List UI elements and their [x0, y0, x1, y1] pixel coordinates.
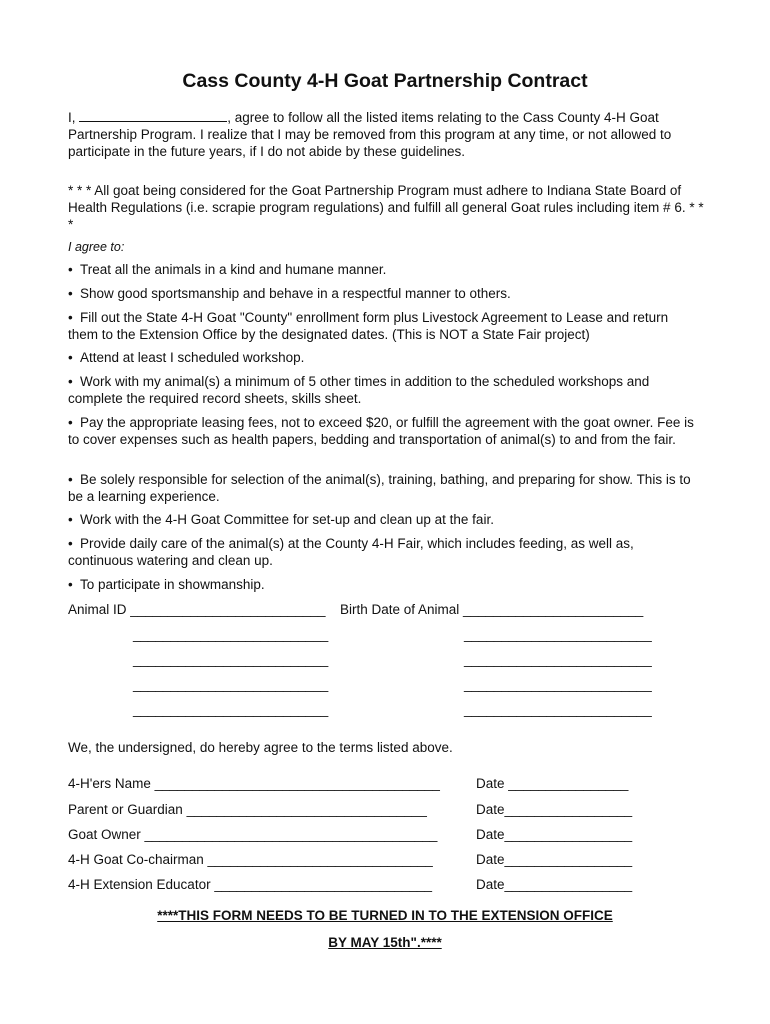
signature-line-educator[interactable]: 4-H Extension Educator _____________________________: [68, 877, 433, 892]
page-title: Cass County 4-H Goat Partnership Contract: [182, 70, 588, 92]
date-field[interactable]: Date_________________: [476, 802, 633, 817]
list-item: • Provide daily care of the animal(s) at the County 4-H Fair, which includes feeding, as well as, continuous watering and clean up.: [68, 536, 634, 568]
bullet-icon: •: [68, 577, 73, 592]
notice-paragraph: * * * All goat being considered for the Goat Partnership Program must adhere to Indiana State Board of Health Regulations (i.e. scrapie program regulations) and fulfill all general Goat rules including item # 6. * * *: [68, 183, 704, 232]
intro-paragraph: [68, 109, 708, 160]
bullet-icon: •: [68, 472, 73, 487]
birth-date-blank[interactable]: _________________________: [464, 677, 652, 692]
signature-line-4h-name[interactable]: 4-H'ers Name ______________________________________: [68, 776, 440, 791]
animal-id-blank[interactable]: __________________________: [133, 677, 329, 692]
bullet-icon: •: [68, 536, 73, 551]
footer-notice-line1: ****THIS FORM NEEDS TO BE TURNED IN TO THE EXTENSION OFFICE: [157, 908, 613, 923]
bullet-icon: •: [68, 286, 73, 301]
date-field[interactable]: Date_________________: [476, 877, 633, 892]
signature-line-parent[interactable]: Parent or Guardian ________________________________: [68, 802, 427, 817]
intro-prefix: I,: [68, 110, 76, 125]
list-item: • Treat all the animals in a kind and humane manner.: [68, 262, 387, 277]
birth-date-blank[interactable]: _________________________: [464, 652, 652, 667]
animal-id-field[interactable]: Animal ID __________________________: [68, 602, 326, 617]
list-item: • Work with my animal(s) a minimum of 5 other times in addition to the scheduled workshops and complete the required record sheets, skills sheet.: [68, 374, 650, 406]
date-field[interactable]: Date_________________: [476, 827, 633, 842]
bullet-icon: •: [68, 512, 73, 527]
list-item: • Show good sportsmanship and behave in a respectful manner to others.: [68, 286, 511, 301]
animal-id-blank[interactable]: __________________________: [133, 627, 329, 642]
list-item: • Pay the appropriate leasing fees, not to exceed $20, or fulfill the agreement with the goat owner. Fee is to cover expenses such as health papers, bedding and transportation of animal(s) to and from the fair.: [68, 415, 694, 447]
footer-notice-line2: BY MAY 15th".****: [328, 935, 442, 950]
list-item: • To participate in showmanship.: [68, 577, 265, 592]
date-field[interactable]: Date_________________: [476, 852, 633, 867]
date-field[interactable]: Date ________________: [476, 776, 629, 791]
list-item: • Work with the 4-H Goat Committee for set-up and clean up at the fair.: [68, 512, 494, 527]
agree-heading: I agree to:: [68, 240, 125, 254]
list-item: • Fill out the State 4-H Goat "County" enrollment form plus Livestock Agreement to Lease and return them to the Extension Office by the designated dates. (This is NOT a State Fair project): [68, 310, 669, 342]
bullet-icon: •: [68, 350, 73, 365]
animal-id-blank[interactable]: __________________________: [133, 652, 329, 667]
animal-id-blank[interactable]: __________________________: [133, 702, 329, 717]
signature-line-goat-owner[interactable]: Goat Owner _______________________________________: [68, 827, 438, 842]
bullet-icon: •: [68, 310, 73, 325]
bullet-icon: •: [68, 374, 73, 389]
signature-line-co-chairman[interactable]: 4-H Goat Co-chairman ______________________________: [68, 852, 433, 867]
agreement-text: We, the undersigned, do hereby agree to the terms listed above.: [68, 740, 453, 755]
name-blank[interactable]: [79, 109, 227, 122]
bullet-icon: •: [68, 262, 73, 277]
list-item: • Attend at least I scheduled workshop.: [68, 350, 305, 365]
intro-text: , agree to follow all the listed items relating to the Cass County 4-H Goat Partnership Program. I realize that I may be removed from this program at any time, or not allowed to participate in the future years, if I do not abide by these guidelines.: [68, 110, 672, 159]
birth-date-field[interactable]: Birth Date of Animal ________________________: [340, 602, 644, 617]
bullet-icon: •: [68, 415, 73, 430]
list-item: • Be solely responsible for selection of the animal(s), training, bathing, and preparing for show. This is to be a learning experience.: [68, 472, 691, 504]
birth-date-blank[interactable]: _________________________: [464, 627, 652, 642]
birth-date-blank[interactable]: _________________________: [464, 702, 652, 717]
